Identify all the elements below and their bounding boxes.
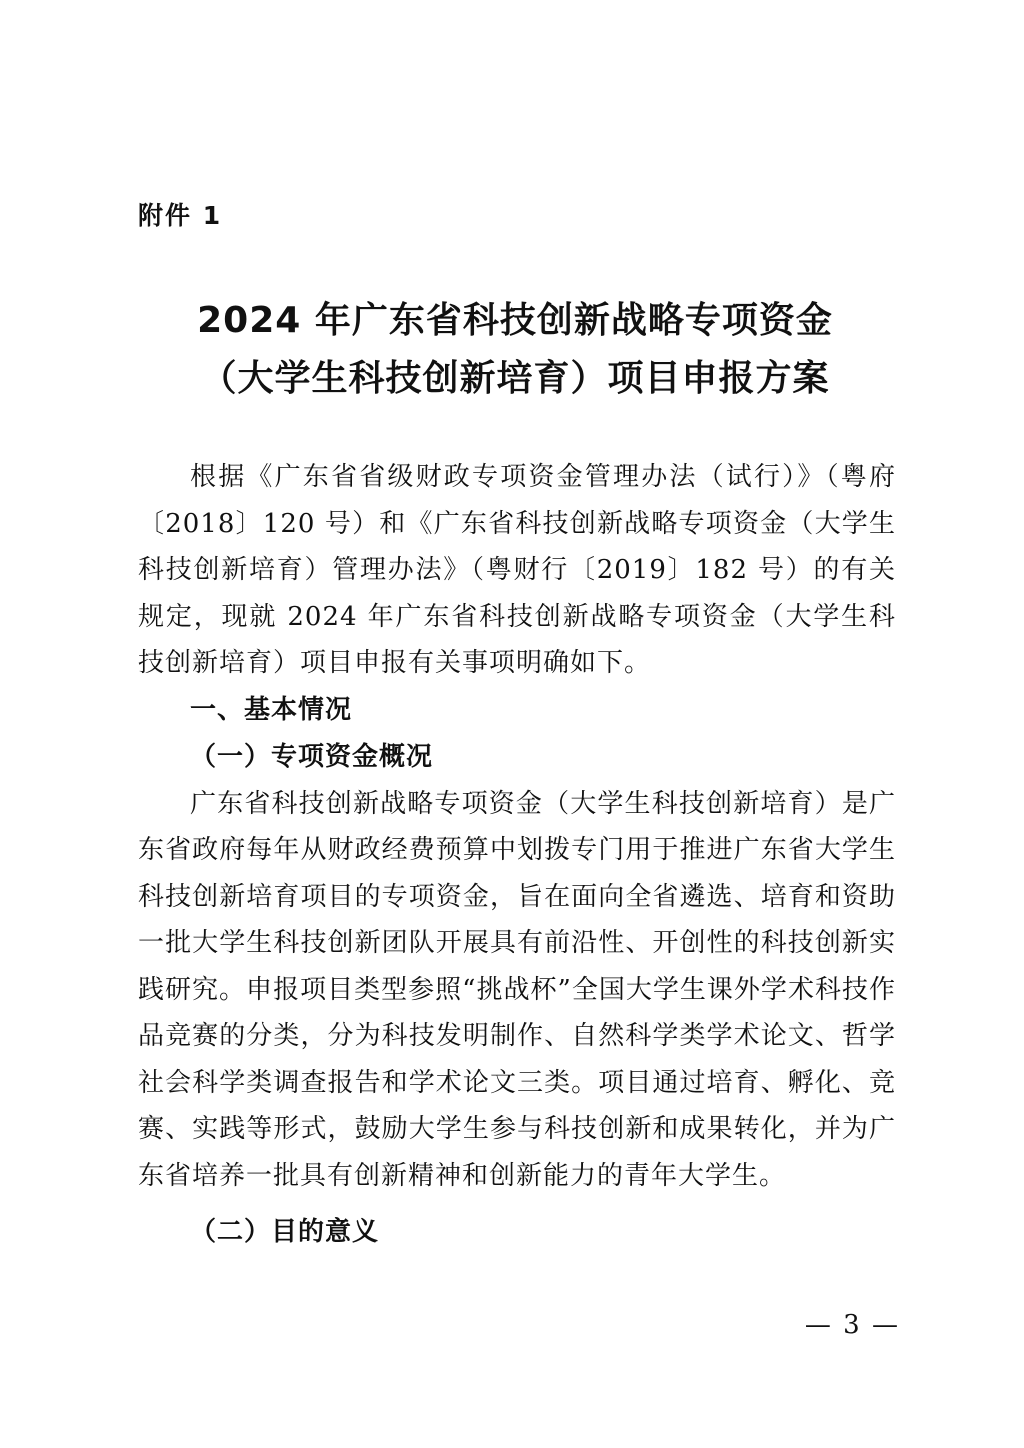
subsection-heading-purpose: （二）目的意义 xyxy=(190,1217,380,1247)
page-number: — 3 — xyxy=(804,1310,900,1340)
document-title-line-2: （大学生科技创新培育）项目申报方案 xyxy=(200,358,830,399)
attachment-label: 附件 1 xyxy=(138,201,223,230)
intro-paragraph: 根据《广东省省级财政专项资金管理办法（试行）》（粤府〔2018〕120 号）和《广东省科技创新战略专项资金（大学生科技创新培育）管理办法》（粤财行〔2019〕182 号）的有关规定，现就 2024 年广东省科技创新战略专项资金（大学生科技创新培育）项目申报有关事项明确如下。 xyxy=(138,462,896,678)
subsection-heading-fund-overview: （一）专项资金概况 xyxy=(190,742,434,772)
document-body xyxy=(138,454,896,1256)
fund-overview-paragraph: 广东省科技创新战略专项资金（大学生科技创新培育）是广东省政府每年从财政经费预算中划拨专门用于推进广东省大学生科技创新培育项目的专项资金，旨在面向全省遴选、培育和资助一批大学生科技创新团队开展具有前沿性、开创性的科技创新实践研究。申报项目类型参照“挑战杯”全国大学生课外学术科技作品竞赛的分类，分为科技发明制作、自然科学类学术论文、哲学社会科学类调查报告和学术论文三类。项目通过培育、孵化、竞赛、实践等形式，鼓励大学生参与科技创新和成果转化，并为广东省培养一批具有创新精神和创新能力的青年大学生。 xyxy=(138,788,896,1191)
section-heading-basic-situation: 一、基本情况 xyxy=(190,694,353,725)
document-title-line-1: 2024 年广东省科技创新战略专项资金 xyxy=(197,300,833,341)
